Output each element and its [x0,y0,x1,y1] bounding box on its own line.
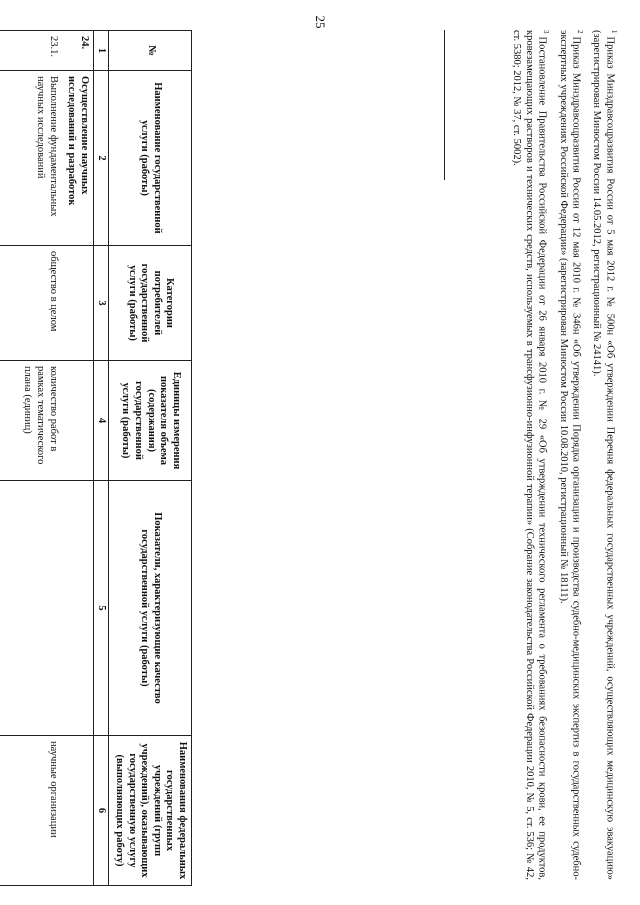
table-cell [62,246,94,361]
column-number: 1 [93,31,109,71]
page-number: 25 [313,15,328,29]
row-consumers: общество в целом [0,246,62,361]
footnote-text: Приказ Минздравсоцразвития России от 5 мая 2012 г. № 500н «Об утверждении Перечня федеральных государственных учреждений, осуществляющих медицинскую эвакуацию» (зарегистрирован Минюстом России 14.05.2012, регистрационный № 24141). [591,30,616,880]
section-number: 24. [62,31,94,71]
table-cell [62,361,94,481]
footnote-mark: 1 [610,30,618,34]
footnote-1 [590,30,618,880]
table-cell [62,481,94,736]
table-row [0,31,62,886]
row-institutions: научные организации [0,736,62,886]
services-table [0,30,192,886]
table-cell [62,736,94,886]
row-service-name: Выполнение фундаментальных научных исследований [0,71,62,246]
row-number: 23.1. [0,31,62,71]
footnotes [504,30,618,880]
footnote-mark: 2 [576,30,585,34]
row-unit: количество работ в рамках тематического плана (единиц) [0,361,62,481]
column-number: 6 [93,736,109,886]
header-number: № [109,31,192,71]
column-number-row [93,31,109,886]
footnote-2 [557,30,585,880]
section-title: Осуществление научных исследований и разработок [62,71,94,246]
footnote-3 [510,30,551,880]
header-consumers: Категории потребителей государственной услуги (работы) [109,246,192,361]
column-number: 2 [93,71,109,246]
header-institutions: Наименования федеральных государственных учреждений (групп учреждений), оказывающих государственную услугу (выполняющих работу) [109,736,192,886]
section-row [62,31,94,886]
column-number: 3 [93,246,109,361]
table-header-row [109,31,192,886]
footnote-mark: 3 [542,30,551,34]
row-quality [0,481,62,736]
footnote-separator [444,30,445,180]
footnote-text: Приказ Минздравсоцразвития России от 12 мая 2010 г. № 346н «Об утверждении Порядка организации и производства судебно-медицинских экспертиз в государственных судебно-экспертных учреждениях Российской Федерации» (зарегистрирован Минюстом России 10.08.2010, регистрационный № 18111). [557,30,582,880]
footnote-text: Постановление Правительства Российской Федерации от 26 января 2010 г. № 29 «Об утверждении технического регламента о требованиях безопасности крови, ее продуктов, кровезамещающих растворов и технических средств, используемых в трансфузионно-инфузионной терапии» (Собрание законодательства Российской Федерации 2010, № 5, ст. 536; № 42, ст. 5380; 2012, № 37, ст. 5002). [510,30,548,880]
column-number: 4 [93,361,109,481]
header-service-name: Наименование государственной услуги (работы) [109,71,192,246]
header-quality: Показатели, характеризующие качество государственной услуги (работы) [109,481,192,736]
column-number: 5 [93,481,109,736]
header-unit: Единицы измерения показателя объема (содержания) государственной услуги (работы) [109,361,192,481]
